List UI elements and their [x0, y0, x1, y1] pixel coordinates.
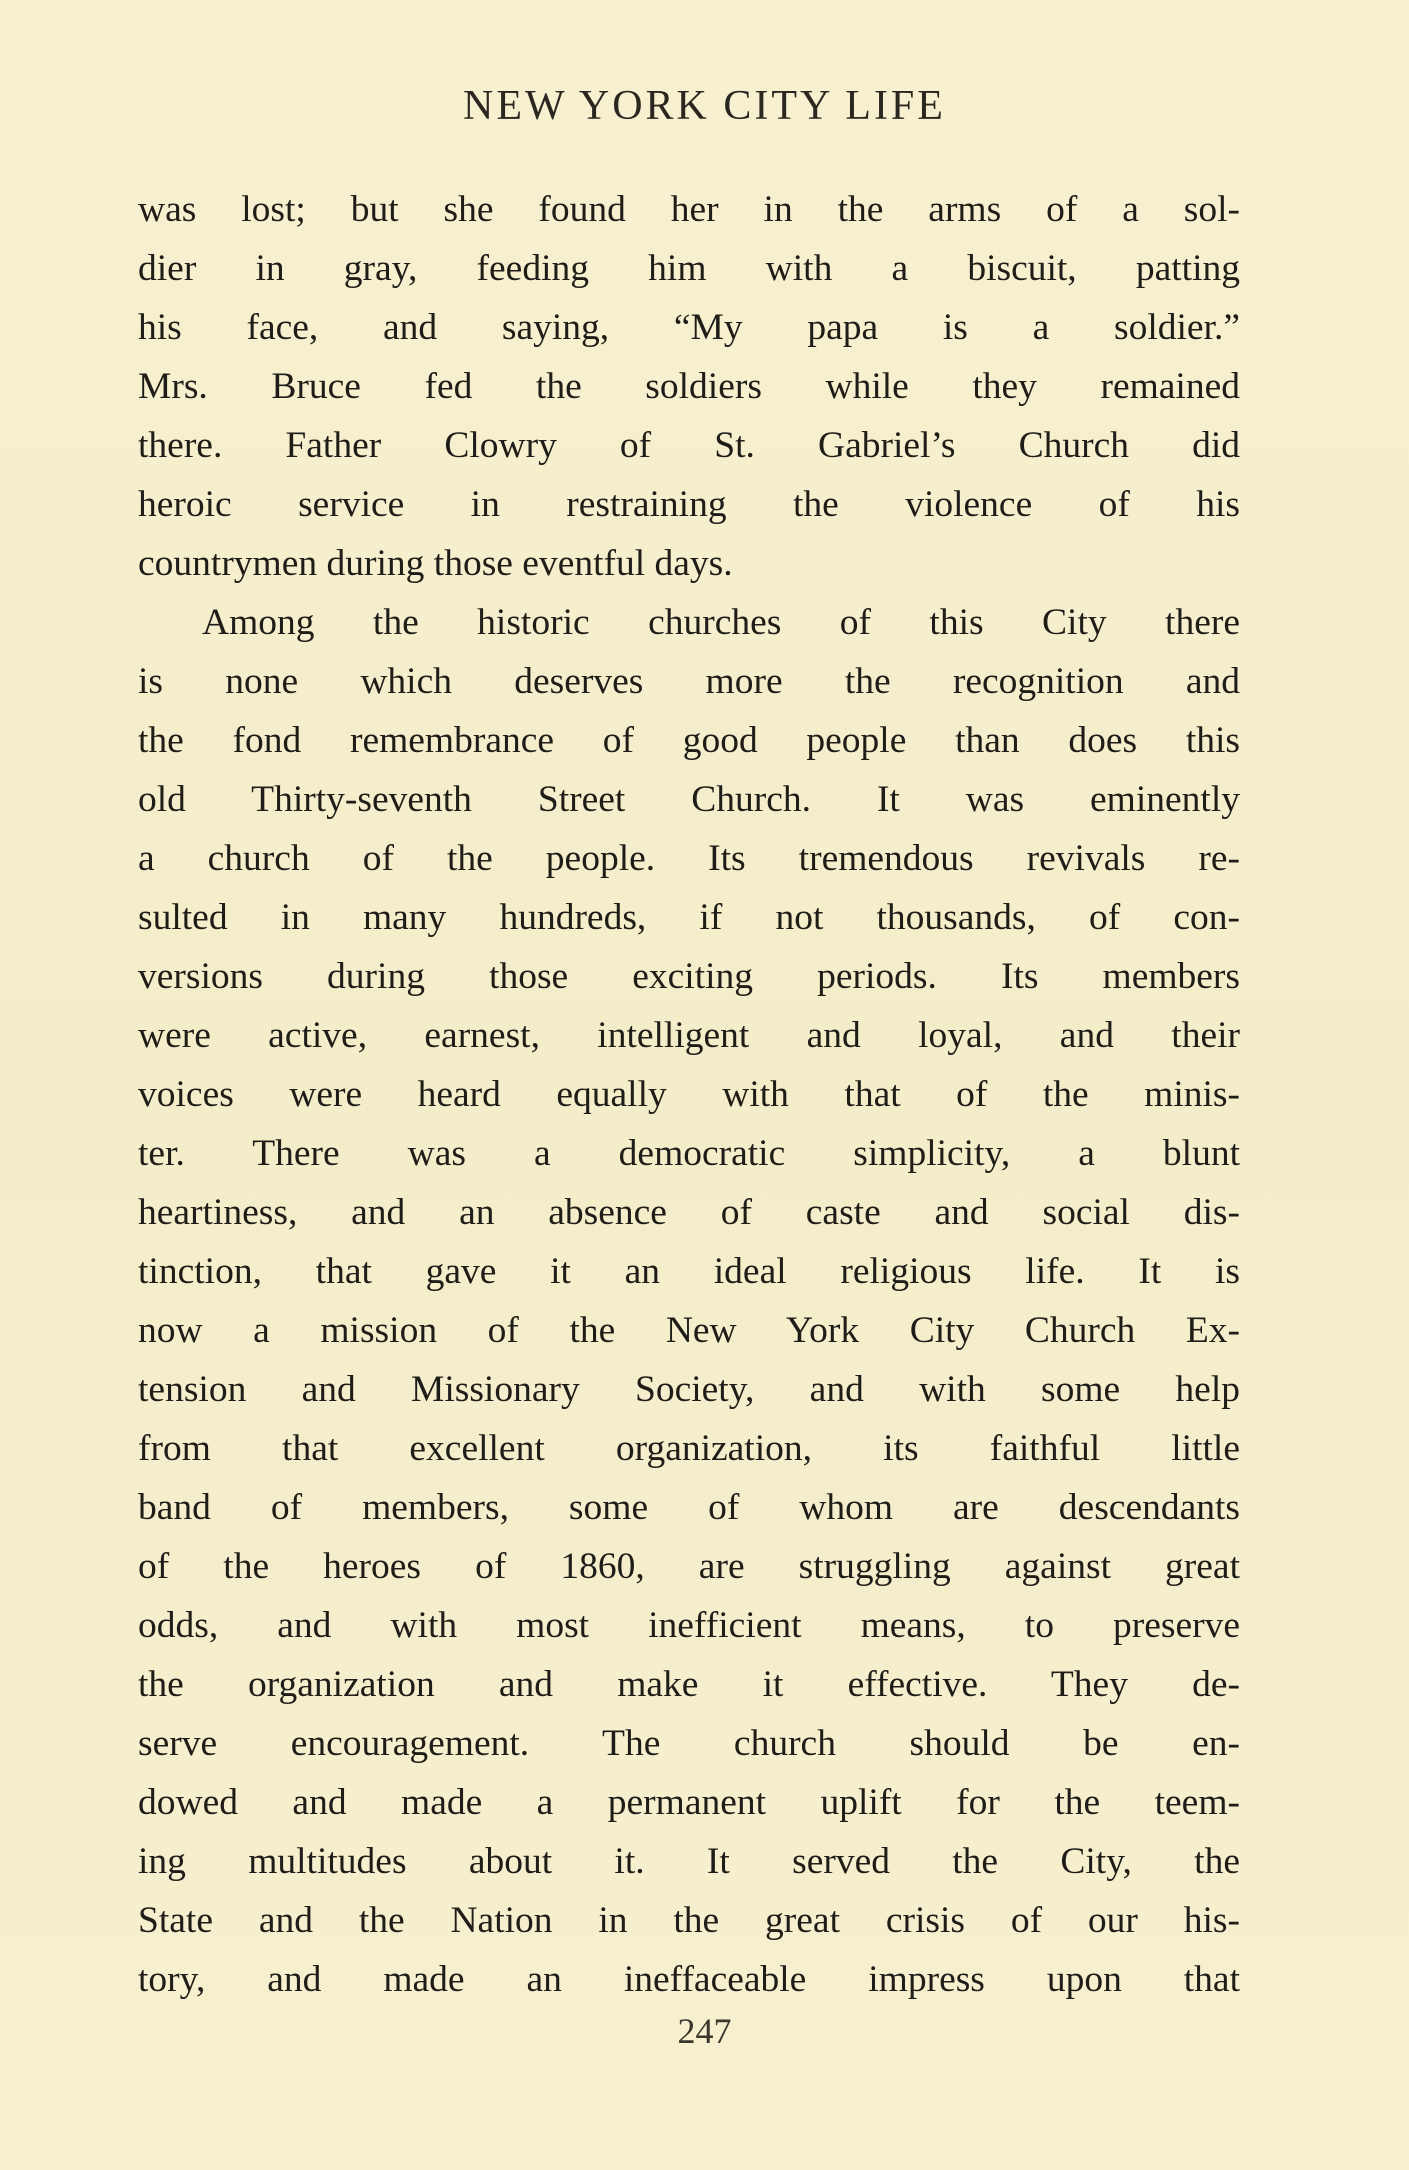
- text-line: ter. There was a democratic simplicity, a blunt: [138, 1133, 1240, 1174]
- text-line: versions during those exciting periods. Its members: [138, 956, 1240, 997]
- text-line: there. Father Clowry of St. Gabriel’s Church did: [138, 425, 1240, 466]
- text-line: voices were heard equally with that of the minis-: [138, 1074, 1240, 1115]
- body-text: [138, 180, 1240, 2009]
- text-line: now a mission of the New York City Church Ex-: [138, 1310, 1240, 1351]
- text-line: band of members, some of whom are descendants: [138, 1487, 1240, 1528]
- text-line: was lost; but she found her in the arms of a sol-: [138, 189, 1240, 230]
- text-line: Among the historic churches of this City there: [202, 602, 1240, 643]
- text-line: odds, and with most inefficient means, to preserve: [138, 1605, 1240, 1646]
- text-line: tension and Missionary Society, and with some help: [138, 1369, 1240, 1410]
- text-line: his face, and saying, “My papa is a soldier.”: [138, 307, 1240, 348]
- text-line: from that excellent organization, its faithful little: [138, 1428, 1240, 1469]
- text-line: dowed and made a permanent uplift for the teem-: [138, 1782, 1240, 1823]
- text-line: tory, and made an ineffaceable impress upon that: [138, 1959, 1240, 2000]
- text-line: State and the Nation in the great crisis of our his-: [138, 1900, 1240, 1941]
- text-line: were active, earnest, intelligent and loyal, and their: [138, 1015, 1240, 1056]
- text-line: heroic service in restraining the violence of his: [138, 484, 1240, 525]
- text-line: dier in gray, feeding him with a biscuit, patting: [138, 248, 1240, 289]
- text-line: sulted in many hundreds, if not thousands, of con-: [138, 897, 1240, 938]
- running-head: NEW YORK CITY LIFE: [463, 83, 946, 129]
- text-line: serve encouragement. The church should be en-: [138, 1723, 1240, 1764]
- text-line: countrymen during those eventful days.: [138, 543, 733, 584]
- text-line: the organization and make it effective. They de-: [138, 1664, 1240, 1705]
- text-line: old Thirty-seventh Street Church. It was eminently: [138, 779, 1240, 820]
- text-line: heartiness, and an absence of caste and social dis-: [138, 1192, 1240, 1233]
- text-line: of the heroes of 1860, are struggling against great: [138, 1546, 1240, 1587]
- text-line: is none which deserves more the recognition and: [138, 661, 1240, 702]
- text-line: the fond remembrance of good people than does this: [138, 720, 1240, 761]
- text-line: ing multitudes about it. It served the City, the: [138, 1841, 1240, 1882]
- text-line: Mrs. Bruce fed the soldiers while they remained: [138, 366, 1240, 407]
- text-line: tinction, that gave it an ideal religious life. It is: [138, 1251, 1240, 1292]
- page-number: 247: [677, 2011, 732, 2051]
- text-line: a church of the people. Its tremendous revivals re-: [138, 838, 1240, 879]
